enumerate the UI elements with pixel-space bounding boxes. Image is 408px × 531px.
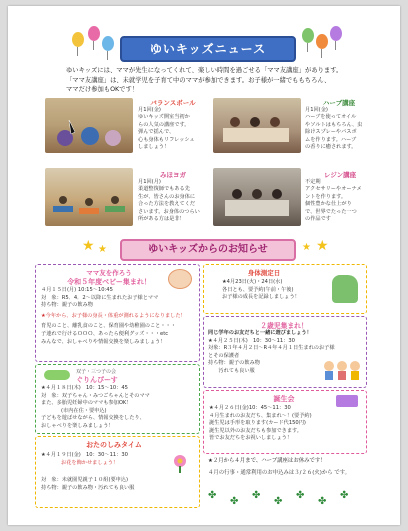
star-icon: ★ (98, 244, 107, 255)
card-body (138, 107, 208, 151)
card-line: 所がある方は是非！ (138, 216, 185, 223)
card-line: アクセサリーやオーナメ (305, 186, 362, 193)
balloon-icon (302, 28, 314, 43)
notice-line: 持ち物：親子の飲み物 (41, 302, 93, 309)
star-icon: ★ (316, 238, 329, 254)
card-yoga (138, 170, 208, 230)
notice-line: 同じ学年のお友だちと一緒に遊びましょう！ (208, 330, 312, 336)
card-line: 月1回(月) (138, 179, 161, 185)
notice-growth (203, 264, 367, 314)
card-line: 除けスプレーやバスボ (305, 129, 357, 136)
notice-line: ４月１５日(月) 10:15～10:45 (41, 287, 113, 293)
intro-text (66, 66, 356, 95)
card-line: 個性豊かな仕上がり (305, 201, 352, 208)
dinosaur-icon (332, 275, 358, 303)
photo-balance-ball (45, 98, 133, 153)
notice-body (222, 279, 332, 302)
notice-line: ４月生まれのお友だち、集まれ～！(要予約) (209, 412, 312, 419)
card-title: レジン講座 (323, 171, 357, 179)
clover-icon: ✤ (208, 490, 217, 501)
notice-line: 持ち物：親子の飲み物・汚れても良い服 (41, 484, 135, 491)
newsletter-page (8, 6, 400, 525)
notice-line: ★４月１８日(木) 10：15～10：45 (41, 385, 128, 391)
card-title: みほヨガ (160, 171, 186, 179)
balloon-icon (88, 26, 100, 41)
notice-line: 子どもを遊ばせながら、情報交換をしたり、 (41, 415, 145, 422)
card-line: 柔道整復師でもある先 (138, 186, 190, 193)
notice-title: 誕生会 (273, 395, 295, 403)
card-body (305, 107, 373, 151)
notice-line: また、多胎児妊婦中のママも参加OK！ (41, 400, 132, 407)
clover-icon: ✤ (230, 496, 239, 507)
notice-body (41, 385, 196, 431)
notice-line: ★4月23日(火)・24日(水) (222, 279, 283, 285)
peapod-icon (44, 370, 70, 380)
notice-birthday (203, 390, 367, 454)
clover-icon: ✤ (296, 490, 305, 501)
card-balance-ball (138, 98, 208, 158)
card-line: 心も身体もリフレッシュ (138, 136, 195, 143)
notice-body (41, 287, 196, 346)
notice-line: ★４月１９日(金) 10：30～11：30 (41, 452, 128, 458)
card-line: 生が、皆さんのお身体に (138, 193, 196, 200)
footer-line: ★２月から４月まで、ハーブ講座はお休みです！ (208, 458, 326, 464)
card-line: ムを作ります。ハーブ (305, 136, 357, 143)
card-line: 不定期 (305, 179, 321, 185)
card-line: 月1回(金) (138, 107, 161, 113)
card-resin (305, 170, 375, 230)
notice-line: 皆でお友だちをお祝いしましょう！ (209, 435, 293, 442)
clover-icon: ✤ (274, 496, 283, 507)
card-body (305, 179, 375, 223)
card-line: ハーブを使ってオイル (305, 114, 357, 121)
intro-line: 「ママ友講座」は、未就学児を子育て中のママが参加できます。お子様が一緒でももちろん、 (66, 76, 331, 84)
clover-icon: ✤ (252, 490, 261, 501)
notice-header: 双子・三つ子の会 (76, 369, 117, 375)
notice-title: ぐりんぴーす (76, 376, 118, 384)
notice-line: ★今年から、お子様の身長・体重が測れるようになりました！ (41, 312, 186, 319)
notice-age2 (203, 316, 367, 388)
card-line: の香りに癒されます。 (305, 144, 357, 151)
footer-notes (208, 458, 368, 477)
notice-line: 対 象：R5．4．2～以降に生まれたお子様とママ (41, 294, 159, 301)
notice-line: 誕生児以外のお友だちも参加できます。 (209, 427, 302, 434)
intro-line: ゆいキッズには、ママが先生になってくれて、楽しい時間を過ごせる「ママ友講座」があります。 (66, 67, 343, 74)
notice-line: 対 象：双子ちゃん・みつごちゃんとそのママ (41, 392, 150, 399)
intro-line: ママだけ参加もOKです！ (66, 86, 139, 93)
notice-body (209, 405, 364, 443)
card-line: 弾んで揺んで、 (138, 129, 175, 136)
notice-line: ★４月２６日(金)10：45～11：30 (209, 405, 291, 411)
card-line: で、世界でたった一つ (305, 208, 357, 215)
notice-line: 各日とも、要予約(午前・午後) (222, 286, 294, 293)
card-line: 合った方法を教えてくだ (138, 201, 196, 208)
card-line: やソルトはもちろん、虫 (305, 121, 363, 128)
notice-title (64, 268, 154, 287)
notice-line: お子様の成長を記録しましょう！ (222, 294, 300, 301)
notice-title-line: 令和５年度ベビー集まれ！ (67, 278, 151, 286)
notices-title: ゆいキッズからのお知らせ (120, 239, 296, 261)
notice-line: 誕生児は手形を取ります(カード代150円) (209, 420, 306, 427)
card-herb (305, 98, 373, 158)
clover-icon: ✤ (340, 490, 349, 501)
photo-herb (213, 98, 301, 153)
notice-title: 身体測定日 (247, 269, 281, 277)
balloon-icon (102, 36, 114, 51)
star-icon: ★ (82, 238, 95, 254)
notice-snack (35, 436, 200, 508)
photo-yoga (45, 168, 133, 226)
notice-baby (35, 264, 200, 362)
star-icon: ★ (302, 242, 311, 253)
balloon-icon (330, 26, 342, 41)
card-line: さいます。お身体のつらい (138, 208, 200, 215)
notice-line: 対 象：未就園児親子１０組(要申込) (41, 477, 129, 484)
notice-line: とその保護者 (208, 352, 240, 359)
kids-icon (322, 359, 362, 381)
notice-line: 持ち物：親子の飲み物 (208, 360, 260, 367)
notice-title: ２歳児集まれ！ (260, 322, 308, 330)
notice-title: おたのしみタイム (86, 441, 142, 449)
notice-line: 汚れても良い服 (208, 367, 255, 374)
card-line: ゆいキッズ開室当初か (138, 114, 190, 121)
balloon-icon (316, 34, 328, 49)
clover-icon: ✤ (318, 496, 327, 507)
footer-line: ４月の行事・通常利用のお申込みは３/２６(火)から です。 (208, 469, 351, 476)
card-line: しましょう！ (138, 144, 170, 151)
notice-line: 対象：R３年４月２日～R４年４月１日生まれのお子様 (208, 345, 335, 352)
notice-line: 子連れで行けるＯＯＯ、あったら便利グッズ・・・etc (41, 330, 169, 337)
notice-guri (35, 364, 200, 434)
card-title: バランスボール (150, 99, 196, 107)
card-line: の作品です (305, 216, 331, 223)
notice-line: (市内在住・要申込) (61, 407, 107, 414)
card-body (138, 179, 208, 223)
card-title: ハーブ講座 (322, 99, 356, 107)
card-line: 月1回(金) (305, 107, 328, 113)
notice-line: ★４月２５日(木) 10：30～11：30 (208, 337, 295, 344)
baby-icon (168, 269, 192, 289)
notice-line: 育児のこと、離乳食のこと、保育園や幼稚園のこと・・・ (41, 323, 176, 330)
notice-line: お花を飾かせましょう！ (61, 459, 119, 466)
card-line: ントを作ります。 (305, 193, 347, 200)
flower-icon (168, 453, 192, 473)
notice-title-line: ママ友を作ろう (86, 269, 132, 277)
page-title: ゆいキッズニュース (120, 36, 296, 62)
photo-resin (213, 168, 301, 226)
card-line: らの人気の講座です。 (138, 121, 190, 128)
balloon-icon (72, 32, 84, 47)
notice-line: おしゃべりを楽しみましょう！ (41, 422, 114, 429)
notice-line: みんなで、おしゃべりや情報交換を楽しみましょう！ (41, 338, 166, 345)
